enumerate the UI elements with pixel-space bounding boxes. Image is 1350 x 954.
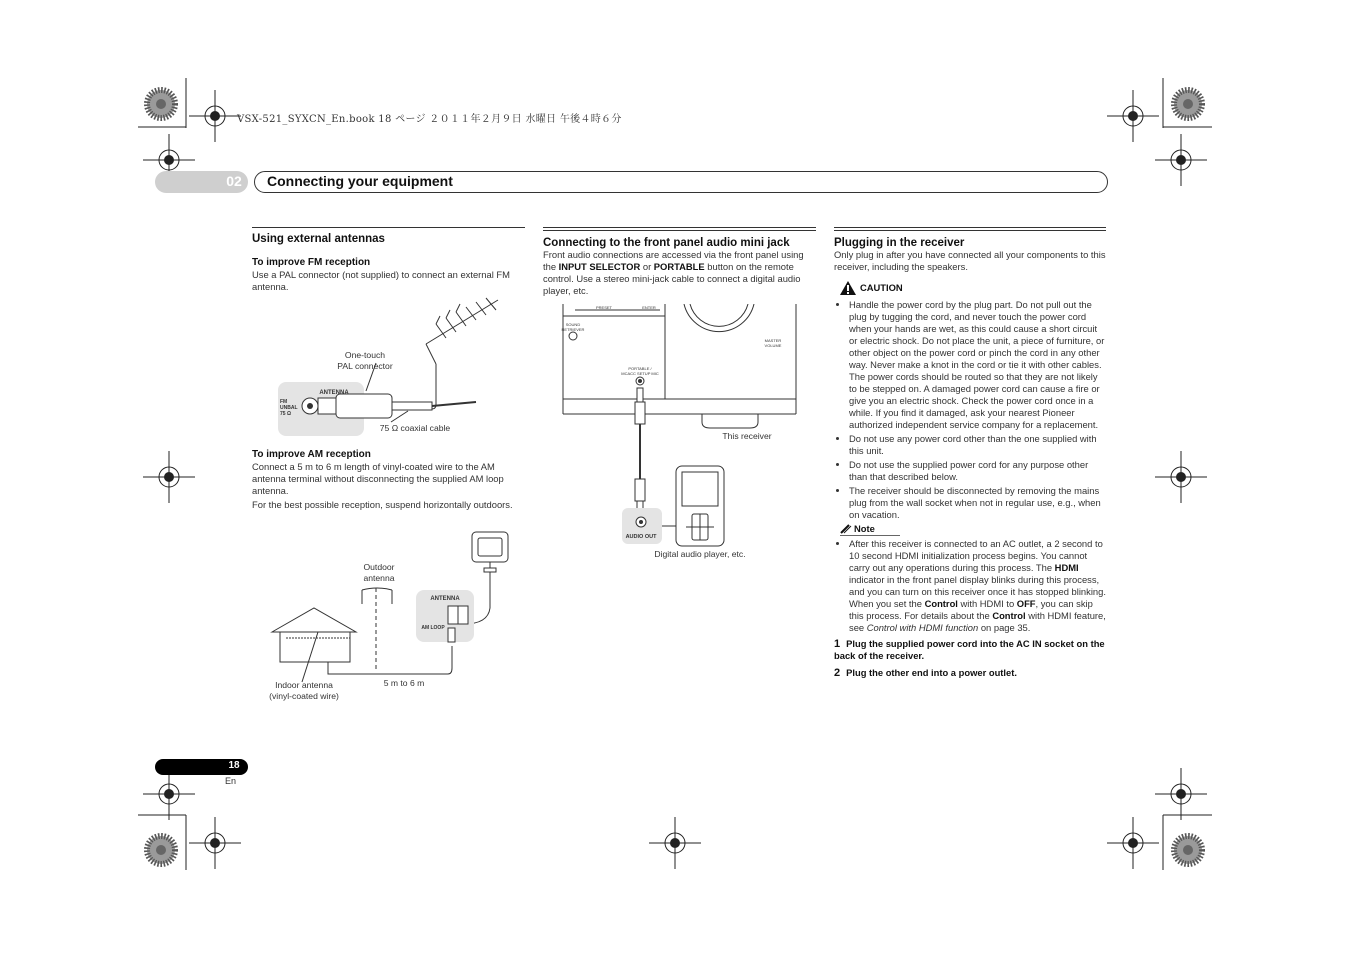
label-one-touch: One-touch — [344, 350, 386, 360]
label-volume: VOLUME — [764, 343, 782, 348]
step-2-text: Plug the other end into a power outlet. — [846, 667, 1017, 678]
plugging-intro: Only plug in after you have connected all your components to this receiver, including the speakers. — [834, 249, 1106, 272]
note-label: Note — [854, 523, 875, 534]
note-text-f: on page 35. — [978, 622, 1031, 633]
portable-label: PORTABLE — [653, 261, 705, 272]
label-pal-connector: PAL connector — [337, 361, 393, 371]
column-antennas — [252, 227, 525, 293]
label-unbal: UNBAL — [280, 405, 298, 411]
chapter-title: Connecting your equipment — [267, 173, 453, 189]
note-text-c: with HDMI to — [957, 598, 1017, 609]
step-1 — [834, 638, 1106, 662]
audio-out-label: AUDIO OUT — [625, 534, 657, 540]
section-title-plugging: Plugging in the receiver — [834, 237, 965, 249]
text-post: button on the remote control. Use a stereo mini-jack cable to connect a digital audio player, etc. — [543, 261, 801, 296]
text-or: or — [640, 261, 654, 272]
book-info-line: VSX-521_SYXCN_En.book 18 ページ ２０１１年２月９日 水曜日 午後４時６分 — [237, 114, 622, 125]
caution-item: • Do not use the supplied power cord for any purpose other than that described below. — [849, 459, 1106, 483]
am-text-2: For the best possible reception, suspend horizontally outdoors. — [252, 499, 513, 510]
caution-item: • The receiver should be disconnected by removing the mains plug from the wall socket when not in regular use, e.g., when on vacation. — [849, 485, 1106, 521]
fm-terminal-label — [280, 399, 300, 417]
label-master: MASTER — [764, 338, 782, 343]
step-1-number: 1 — [834, 638, 841, 650]
am-heading: To improve AM reception — [252, 449, 371, 460]
master-volume-label — [760, 338, 786, 348]
warning-icon — [840, 281, 856, 295]
input-selector-label: INPUT SELECTOR — [558, 261, 641, 272]
fm-heading: To improve FM reception — [252, 257, 371, 268]
label-antenna: antenna — [363, 573, 395, 583]
portable-jack-label — [614, 366, 666, 376]
text-pre: Front audio connections are accessed via the front panel using the — [543, 249, 804, 272]
label-75-ohm: 75 Ω — [280, 411, 291, 417]
note-hdmi: HDMI — [1054, 562, 1079, 573]
label-mcacc: MCACC SETUP MIC — [621, 371, 659, 376]
note-text-d: , you can skip this process. For details about the — [849, 598, 1093, 621]
enter-label: ENTER — [642, 305, 656, 310]
page-number: 18 — [228, 760, 240, 771]
column-plugging — [834, 227, 1106, 679]
label-fm: FM — [280, 399, 288, 405]
step-2-number: 2 — [834, 667, 841, 679]
label-outdoor: Outdoor — [363, 562, 395, 572]
section-title-antennas: Using external antennas — [252, 233, 385, 245]
step-2 — [834, 667, 1106, 679]
fm-antenna-label: ANTENNA — [319, 390, 349, 396]
page-language: En — [225, 776, 237, 786]
caution-item: • Handle the power cord by the plug part. Do not pull out the plug by tugging the cord, and never touch the power cord when your hands are wet, as this could cause a short circuit or electric shock. Do not place the unit, a piece of furniture, or other object on the power cord or pinch the cord in any other way. Never make a knot in the cord or tie it with other cables. The power cords should be routed so that they are not likely to be stepped on. A damaged power cord can cause a fire or give you an electric shock. Check the power cord once in a while. If you find it damaged, ask your nearest Pioneer authorized independent service company for a replacement. — [849, 299, 1106, 431]
am-text-1: Connect a 5 m to 6 m length of vinyl-coated wire to the AM antenna terminal without disconnecting the supplied AM loop antenna. — [252, 461, 504, 496]
label-portable: PORTABLE / — [628, 366, 652, 371]
fm-text: Use a PAL connector (not supplied) to connect an external FM antenna. — [252, 269, 510, 292]
step-1-text: Plug the supplied power cord into the AC IN socket on the back of the receiver. — [834, 638, 1105, 661]
note-control-2: Control — [992, 610, 1026, 621]
front-jack-text — [543, 249, 816, 297]
fm-one-touch-label — [326, 350, 404, 372]
note-text-a: After this receiver is connected to an AC outlet, a 2 second to 10 second HDMI initialization process begins. You cannot carry out any operations during this process. The — [849, 538, 1103, 573]
label-sound: SOUND — [565, 322, 581, 327]
note-reference: Control with HDMI function — [866, 622, 979, 633]
label-retriever: RETRIEVER — [561, 327, 585, 332]
note-row — [840, 523, 900, 536]
wire-length-label: 5 m to 6 m — [383, 678, 425, 688]
label-indoor: Indoor antenna — [275, 680, 333, 690]
coax-label: 75 Ω coaxial cable — [379, 423, 451, 433]
section-title-front-jack: Connecting to the front panel audio mini jack — [543, 237, 790, 249]
this-receiver-label: This receiver — [722, 431, 772, 441]
note-item — [849, 538, 1106, 634]
am-antenna-panel-label: ANTENNA — [430, 596, 460, 602]
caution-item: • Do not use any power cord other than the one supplied with this unit. — [849, 433, 1106, 457]
digital-player-label: Digital audio player, etc. — [654, 549, 746, 559]
am-section — [252, 449, 525, 511]
caution-list — [834, 299, 1106, 521]
pencil-icon — [840, 524, 852, 534]
am-loop-label: AM LOOP — [421, 625, 445, 631]
sound-retriever-label — [561, 322, 585, 332]
indoor-antenna-label — [258, 680, 350, 702]
note-text-e: with HDMI feature, see — [849, 610, 1106, 633]
label-vinyl: (vinyl-coated wire) — [269, 691, 339, 701]
column-front-jack — [543, 227, 816, 297]
note-control-1: Control — [924, 598, 958, 609]
chapter-number: 02 — [226, 173, 242, 189]
caution-row — [840, 281, 1106, 295]
outdoor-antenna-label — [352, 562, 406, 584]
note-off: OFF — [1016, 598, 1036, 609]
caution-label: CAUTION — [860, 282, 903, 293]
note-text-b: indicator in the front panel display blinks during this process, and you can turn on this receiver once it has stopped blinking. When you set the — [849, 574, 1106, 609]
preset-label: PRESET — [595, 305, 612, 310]
note-list — [834, 538, 1106, 634]
